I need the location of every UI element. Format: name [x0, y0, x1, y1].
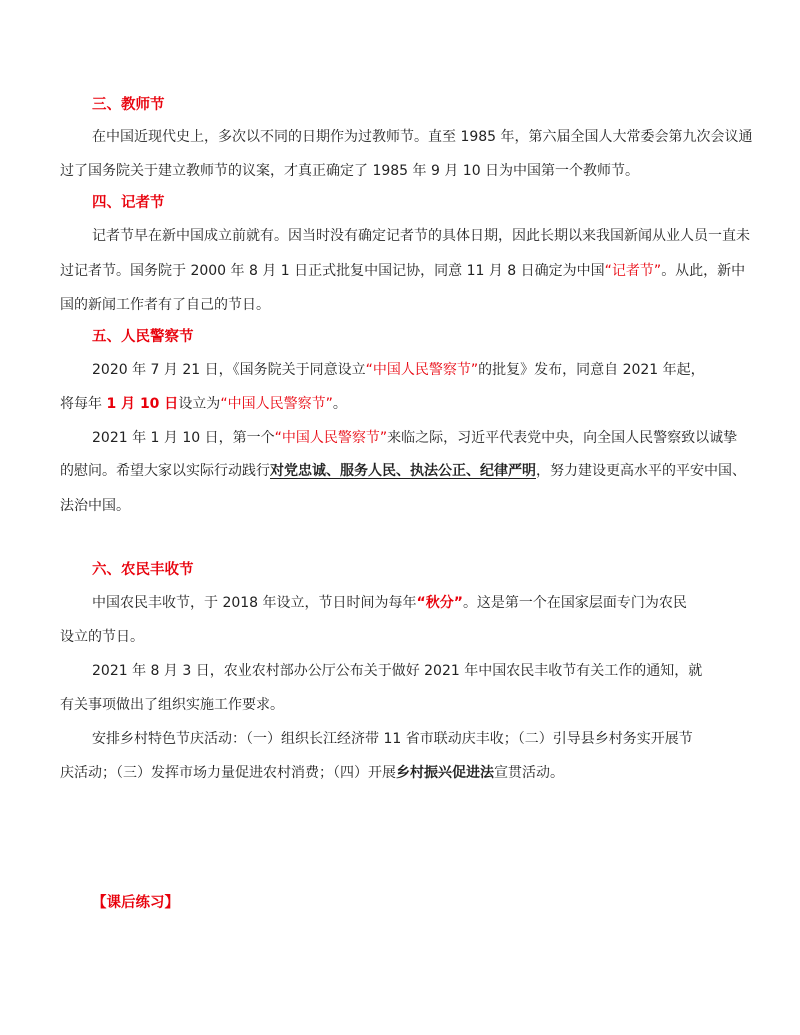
paragraph-line — [60, 261, 745, 281]
paragraph-line — [60, 394, 347, 414]
text-run: 。这是第一个在国家层面专门为农民 — [462, 595, 687, 611]
text-run: 宣贯活动。 — [494, 765, 564, 781]
paragraph-line: 过了国务院关于建立教师节的议案，才真正确定了 1985 年 9 月 10 日为中国第一个教师节。 — [60, 163, 640, 179]
paragraph-line: 国的新闻工作者有了自己的节日。 — [60, 297, 270, 313]
text-run: 的慰问。希望大家以实际行动践行 — [60, 463, 270, 479]
bold-law-name: 乡村振兴促进法 — [396, 765, 494, 781]
text-run: 将每年 — [60, 396, 107, 412]
text-run: ，努力建设更高水平的平安中国、 — [536, 463, 746, 479]
paragraph-line: 记者节早在新中国成立前就有。因当时没有确定记者节的具体日期，因此长期以来我国新闻从业人员一直未 — [92, 228, 750, 244]
paragraph-line — [92, 360, 705, 380]
highlight-journalists-day: “记者节” — [604, 263, 662, 279]
text-run: 。 — [332, 396, 347, 412]
text-run: 的批复》发布，同意自 2021 年起， — [478, 362, 705, 378]
paragraph-line: 设立的节日。 — [60, 629, 144, 645]
paragraph-line: 在中国近现代史上，多次以不同的日期作为过教师节。直至 1985 年，第六届全国人大常委会第九次会议通 — [92, 129, 753, 145]
heading-journalists-day: 四、记者节 — [92, 195, 165, 211]
paragraph-line — [60, 763, 564, 783]
text-run: 2021 年 1 月 10 日，第一个 — [92, 430, 275, 446]
text-run: 庆活动；（三）发挥市场力量促进农村消费；（四）开展 — [60, 765, 396, 781]
text-run: 。从此，新中 — [661, 263, 746, 279]
heading-police-day: 五、人民警察节 — [92, 329, 194, 345]
paragraph-line: 安排乡村特色节庆活动：（一）组织长江经济带 11 省市联动庆丰收；（二）引导县乡村务实开展节 — [92, 731, 693, 747]
paragraph-line — [92, 428, 737, 448]
text-run: 设立为 — [178, 396, 221, 412]
text-run: 来临之际，习近平代表党中央，向全国人民警察致以诚挚 — [387, 430, 738, 446]
heading-harvest-festival: 六、农民丰收节 — [92, 562, 194, 578]
heading-teachers-day: 三、教师节 — [92, 97, 165, 113]
text-run: 过记者节。国务院于 2000 年 8 月 1 日正式批复中国记协，同意 11 月 8 日确定为中国 — [60, 263, 605, 279]
exercise-heading: 【课后练习】 — [92, 895, 179, 911]
highlight-police-day: “中国人民警察节” — [274, 430, 388, 446]
paragraph-line: 2021 年 8 月 3 日，农业农村部办公厅公布关于做好 2021 年中国农民丰收节有关工作的通知，就 — [92, 663, 703, 679]
text-run: 中国农民丰收节，于 2018 年设立，节日时间为每年 — [92, 595, 417, 611]
highlight-police-day: “中国人民警察节” — [365, 362, 479, 378]
paragraph-line: 有关事项做出了组织实施工作要求。 — [60, 697, 284, 713]
text-run: 2020 年 7 月 21 日，《国务院关于同意设立 — [92, 362, 366, 378]
paragraph-line — [92, 593, 687, 613]
highlight-autumn-equinox: “秋分” — [416, 595, 463, 611]
paragraph-line — [60, 461, 746, 481]
paragraph-line: 法治中国。 — [60, 498, 130, 514]
underlined-motto: 对党忠诚、服务人民、执法公正、纪律严明 — [270, 463, 536, 479]
highlight-police-day: “中国人民警察节” — [220, 396, 333, 412]
highlight-date: 1 月 10 日 — [106, 396, 179, 412]
